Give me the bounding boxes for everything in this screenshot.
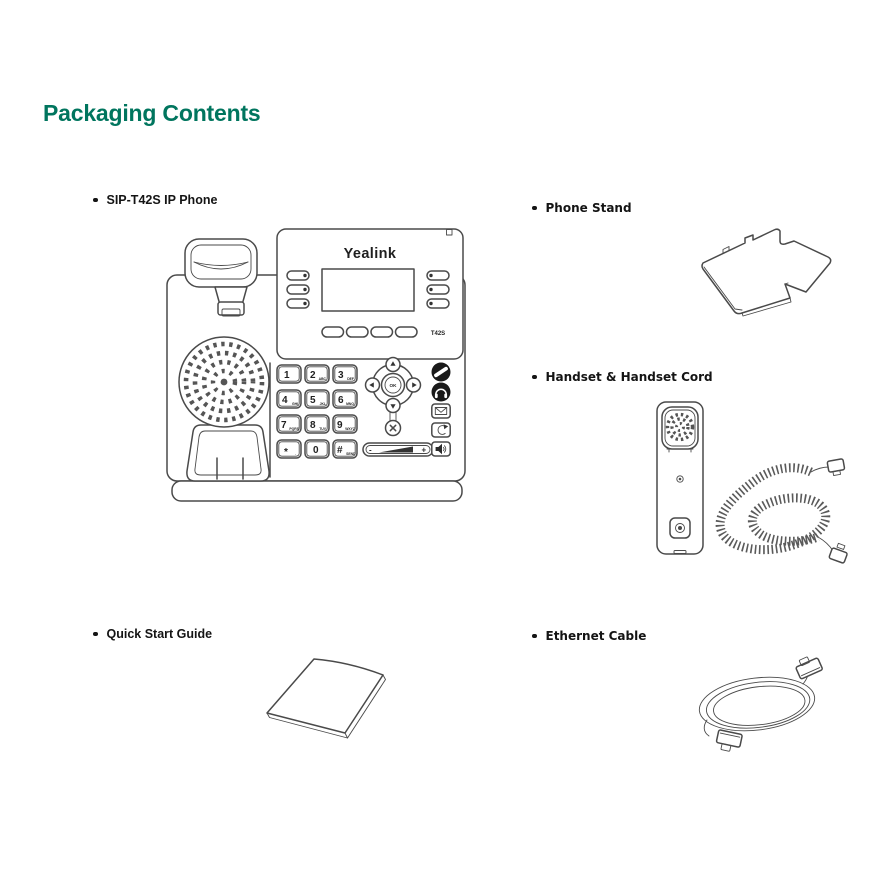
svg-text:1: 1	[284, 370, 290, 381]
volume-up: +	[421, 445, 427, 455]
keypad-key-3	[333, 365, 357, 383]
svg-text:JKL: JKL	[319, 402, 326, 406]
bullet-icon	[93, 632, 98, 637]
svg-text:6: 6	[338, 395, 344, 406]
page-title: Packaging Contents	[43, 100, 261, 126]
feature-keys	[432, 363, 451, 457]
cable-loops	[696, 671, 817, 737]
svg-text:TUV: TUV	[319, 427, 326, 431]
keypad-key-6	[333, 390, 357, 408]
handset-cord-illustration	[708, 458, 848, 568]
ok-button	[382, 374, 405, 397]
booklet-cover	[267, 659, 383, 733]
screen-panel	[277, 229, 463, 359]
svg-text:4: 4	[282, 395, 288, 406]
volume-bar	[363, 443, 433, 456]
ip-phone-illustration	[165, 227, 470, 507]
svg-text:3: 3	[338, 370, 344, 381]
handset-hook	[185, 239, 257, 316]
item-label: SIP-T42S IP Phone	[106, 193, 218, 207]
packaging-item-phone-stand	[532, 201, 632, 215]
keypad-key-0	[305, 440, 329, 458]
cord-plug-icon	[829, 542, 850, 563]
cancel-x-button	[386, 421, 401, 436]
message-key-icon	[432, 404, 450, 418]
nav-up-icon	[386, 358, 400, 372]
keypad	[277, 365, 357, 458]
bullet-icon	[532, 206, 537, 211]
item-label: Handset & Handset Cord	[545, 370, 713, 384]
phone-stand-illustration	[690, 218, 840, 318]
svg-text:7: 7	[281, 420, 287, 431]
redial-key-icon	[432, 423, 450, 437]
svg-text:0: 0	[313, 445, 319, 456]
packaging-item-ip-phone	[93, 193, 217, 207]
volume-wedge	[379, 447, 413, 453]
item-label: Ethernet Cable	[545, 629, 647, 643]
mute-key-icon	[432, 363, 451, 382]
model-label: T42S	[430, 331, 446, 337]
packaging-item-quick-start-guide	[93, 627, 212, 641]
keypad-key-9	[333, 415, 357, 433]
packaging-item-ethernet-cable	[532, 629, 646, 643]
quick-start-guide-illustration	[252, 652, 402, 752]
keypad-key-2	[305, 365, 329, 383]
speakerphone-key-icon	[432, 442, 450, 456]
item-label: Quick Start Guide	[106, 627, 213, 641]
packaging-item-handset-cord	[532, 370, 713, 384]
handset-illustration	[655, 400, 705, 560]
bullet-icon	[532, 375, 537, 380]
svg-text:2: 2	[310, 370, 316, 381]
cradle-hook	[187, 425, 269, 481]
keypad-key-1	[277, 365, 301, 383]
yealink-logo: Yealink	[343, 246, 397, 262]
ethernet-cable-illustration	[685, 652, 845, 770]
svg-text:GHI: GHI	[291, 402, 298, 406]
keypad-key-4	[277, 390, 301, 408]
keypad-key-star	[277, 440, 301, 458]
phone-base	[172, 481, 462, 501]
cord-plug-icon	[827, 459, 845, 477]
svg-text:DEF: DEF	[347, 377, 354, 381]
svg-text:OK: OK	[389, 382, 397, 388]
nav-down-icon	[386, 399, 400, 413]
nav-right-icon	[407, 378, 421, 392]
svg-text:5: 5	[310, 395, 316, 406]
svg-text:SEND: SEND	[346, 452, 356, 456]
svg-text:.: .	[295, 452, 296, 456]
headset-key-icon	[432, 383, 451, 402]
bullet-icon	[532, 634, 537, 639]
speaker-grille	[179, 337, 269, 427]
svg-text:MNO: MNO	[346, 402, 354, 406]
svg-text:9: 9	[337, 420, 343, 431]
svg-text:#: #	[337, 445, 343, 456]
rj45-plug-icon	[715, 730, 742, 754]
keypad-key-8	[305, 415, 329, 433]
keypad-key-7	[277, 415, 301, 433]
svg-text:WXYZ: WXYZ	[345, 427, 355, 431]
lcd-screen	[322, 269, 414, 311]
nav-left-icon	[366, 378, 380, 392]
bullet-icon	[93, 198, 98, 203]
volume-down: -	[369, 445, 372, 455]
svg-text:8: 8	[310, 420, 316, 431]
svg-text:PQRS: PQRS	[289, 427, 299, 431]
svg-text:*: *	[284, 447, 288, 458]
nav-cluster	[366, 358, 421, 436]
item-label: Phone Stand	[545, 201, 632, 215]
coiled-cord	[720, 468, 826, 550]
rj45-plug-icon	[794, 653, 823, 679]
keypad-key-pound	[333, 440, 357, 458]
keypad-key-5	[305, 390, 329, 408]
svg-text:ABC: ABC	[318, 377, 326, 381]
